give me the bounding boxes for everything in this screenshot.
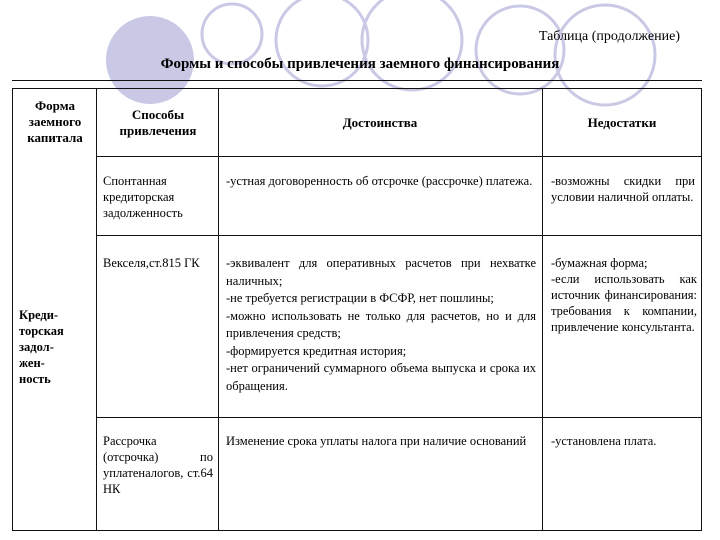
header-methods: Способы привлечения <box>119 107 197 138</box>
page-title: Формы и способы привлечения заемного финансирования <box>160 56 560 72</box>
row3-method: Рассрочка (отсрочка) по уплатеналогов, ст.64 НК <box>103 434 213 496</box>
row1-advantages: -устная договоренность об отсрочке (рассрочке) платежа. <box>226 174 533 188</box>
row-divider <box>96 417 701 418</box>
row3-disadvantages: -установлена плата. <box>551 434 657 448</box>
row2-advantages: -эквивалент для оперативных расчетов при нехватке наличных; -не требуется регистрации в ФСФР, нет пошлины; -можно использовать не только для расчетов, но и для привлечения средств; -формируется кредитная история; -нет ограничений суммарного объема выпуска и срока их обращения. <box>226 256 536 393</box>
financing-table <box>12 88 702 531</box>
header-form: Форма заемного капитала <box>27 98 83 145</box>
row-divider <box>96 235 701 236</box>
row3-advantages: Изменение срока уплаты налога при наличие оснований <box>226 434 527 448</box>
row2-disadvantages: -бумажная форма; -если использовать как источник финансирования: требования к компании, привлечение консультанта. <box>551 256 697 334</box>
table-caption: Таблица (продолжение) <box>538 29 680 44</box>
row1-disadvantages: -возможны скидки при условии наличной оплаты. <box>551 174 695 204</box>
header-disadvantages: Недостатки <box>587 115 657 130</box>
header-advantages: Достоинства <box>342 115 418 130</box>
row-divider <box>96 156 701 157</box>
group-label: Креди- торская задол- жен- ность <box>19 308 64 386</box>
title-rule <box>12 80 702 81</box>
row2-method: Векселя,ст.815 ГК <box>103 256 200 270</box>
row1-method: Спонтанная кредиторская задолженность <box>103 174 183 220</box>
